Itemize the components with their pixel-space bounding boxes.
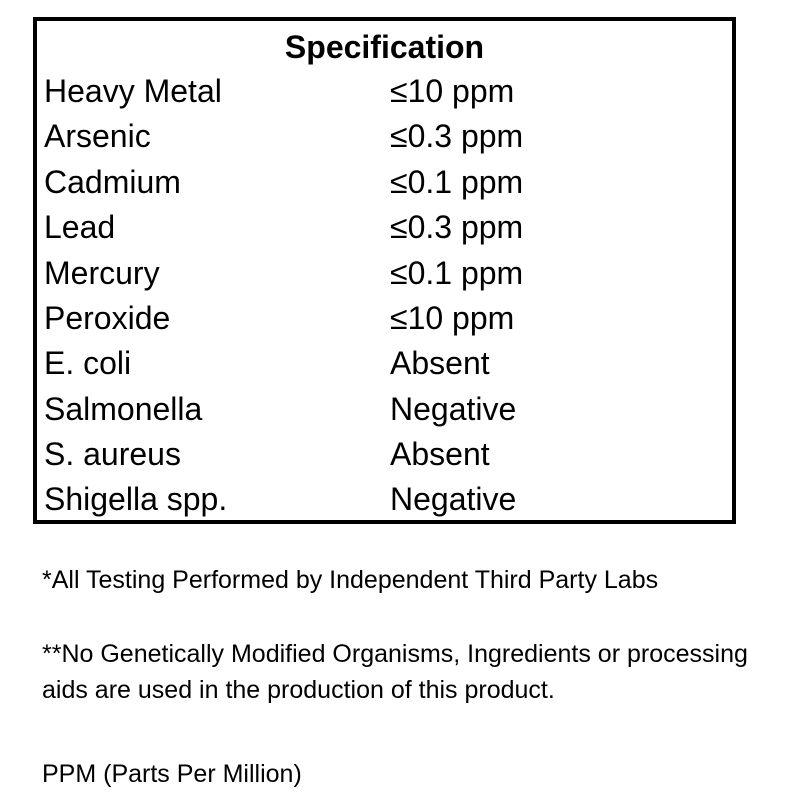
table-row	[37, 432, 732, 477]
table-row	[37, 160, 732, 205]
row-name: Cadmium	[44, 164, 181, 200]
row-name: Heavy Metal	[44, 73, 222, 109]
ppm-note: PPM (Parts Per Million)	[42, 760, 302, 788]
table-row	[37, 296, 732, 341]
table-row	[37, 114, 732, 159]
row-name: S. aureus	[44, 436, 181, 472]
row-value: Negative	[390, 481, 517, 517]
testing-note: *All Testing Performed by Independent Third Party Labs	[42, 566, 659, 594]
row-value: ≤10 ppm	[390, 73, 515, 109]
row-name: Peroxide	[44, 300, 171, 336]
row-value: ≤0.3 ppm	[390, 118, 524, 154]
specification-title: Specification	[284, 29, 485, 65]
table-row	[37, 205, 732, 250]
table-row	[37, 387, 732, 432]
table-row	[37, 69, 732, 114]
row-value: Absent	[390, 345, 490, 381]
row-name: Mercury	[44, 255, 160, 291]
row-name: E. coli	[44, 345, 132, 381]
row-name: Lead	[44, 209, 116, 245]
gmo-note: **No Genetically Modified Organisms, Ingredients or processing aids are used in the production of this product.	[42, 640, 748, 704]
row-value: Negative	[390, 391, 517, 427]
row-name: Shigella spp.	[44, 481, 228, 517]
row-value: ≤0.3 ppm	[390, 209, 524, 245]
row-value: ≤0.1 ppm	[390, 255, 524, 291]
table-row	[37, 341, 732, 386]
specification-table	[33, 17, 736, 524]
row-value: ≤10 ppm	[390, 300, 515, 336]
row-name: Salmonella	[44, 391, 203, 427]
row-value: Absent	[390, 436, 490, 472]
row-name: Arsenic	[44, 118, 151, 154]
row-value: ≤0.1 ppm	[390, 164, 524, 200]
table-row	[37, 251, 732, 296]
table-row	[37, 477, 732, 522]
